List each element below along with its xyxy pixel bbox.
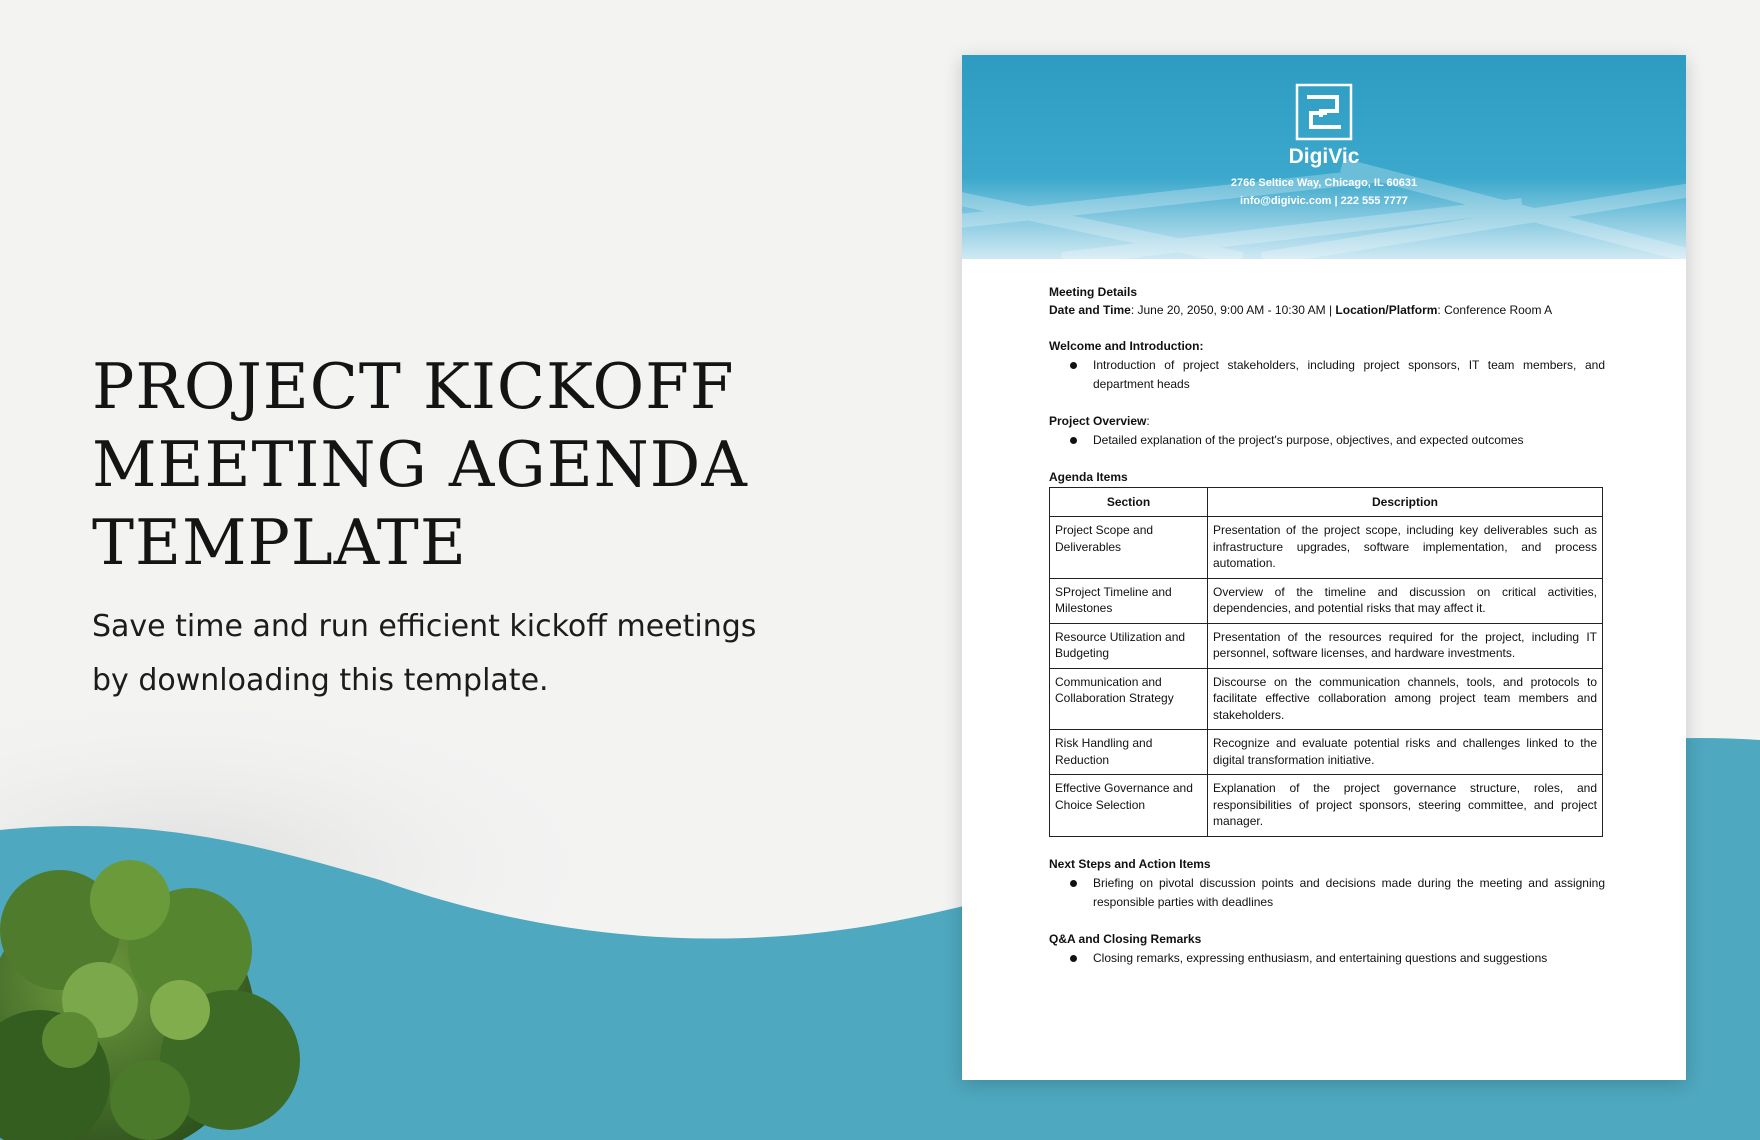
column-header-description: Description bbox=[1208, 488, 1603, 517]
overview-heading: Project Overview bbox=[1049, 414, 1147, 428]
description-cell: Explanation of the project governance structure, roles, and responsibilities of project sponsors, steering committee, and project manager. bbox=[1208, 775, 1603, 837]
hero-subtitle: Save time and run efficient kickoff meetings by downloading this template. bbox=[92, 609, 757, 698]
agenda-document bbox=[962, 55, 1686, 1080]
welcome-list bbox=[1049, 356, 1605, 394]
table-row bbox=[1050, 578, 1603, 623]
overview-list bbox=[1049, 431, 1605, 450]
table-row bbox=[1050, 668, 1603, 730]
agenda-heading: Agenda Items bbox=[1049, 470, 1128, 484]
table-row bbox=[1050, 775, 1603, 837]
next-steps-list bbox=[1049, 874, 1605, 912]
table-row bbox=[1050, 623, 1603, 668]
description-cell: Recognize and evaluate potential risks and challenges linked to the digital transformation initiative. bbox=[1208, 730, 1603, 775]
date-value: : June 20, 2050, 9:00 AM - 10:30 AM | bbox=[1130, 303, 1336, 317]
hero-title: PROJECT KICKOFF MEETING AGENDA TEMPLATE bbox=[92, 350, 748, 579]
location-label: Location/Platform bbox=[1335, 303, 1438, 317]
column-header-section: Section bbox=[1050, 488, 1208, 517]
list-item: Closing remarks, expressing enthusiasm, and entertaining questions and suggestions bbox=[1093, 949, 1605, 968]
meeting-details-heading: Meeting Details bbox=[1049, 285, 1138, 299]
meeting-details-line bbox=[1049, 301, 1605, 319]
description-cell: Discourse on the communication channels, tools, and protocols to facilitate effective collaboration among project team members and stakeholders. bbox=[1208, 668, 1603, 730]
table-header-row bbox=[1050, 488, 1603, 517]
section-cell: Resource Utilization and Budgeting bbox=[1050, 623, 1208, 668]
date-label: Date and Time bbox=[1049, 303, 1131, 317]
section-cell: SProject Timeline and Milestones bbox=[1050, 578, 1208, 623]
description-cell: Presentation of the project scope, including key deliverables such as infrastructure upgrades, software implementation, and process automation. bbox=[1208, 517, 1603, 579]
document-header bbox=[962, 55, 1686, 259]
location-value: : Conference Room A bbox=[1437, 303, 1553, 317]
section-cell: Effective Governance and Choice Selection bbox=[1050, 775, 1208, 837]
next-steps-heading: Next Steps and Action Items bbox=[1049, 856, 1211, 871]
description-cell: Presentation of the resources required for the project, including IT personnel, software licenses, and hardware investments. bbox=[1208, 623, 1603, 668]
closing-list bbox=[1049, 949, 1605, 968]
list-item: Introduction of project stakeholders, including project sponsors, IT team members, and department heads bbox=[1093, 356, 1605, 394]
list-item: Briefing on pivotal discussion points and decisions made during the meeting and assigning responsible parties with deadlines bbox=[1093, 874, 1605, 912]
closing-heading: Q&A and Closing Remarks bbox=[1049, 931, 1202, 946]
brand-contact: info@digivic.com | 222 555 7777 bbox=[1240, 195, 1408, 207]
section-cell: Risk Handling and Reduction bbox=[1050, 730, 1208, 775]
document-body bbox=[1049, 283, 1605, 968]
overview-heading-suffix: : bbox=[1146, 414, 1150, 428]
section-cell: Project Scope and Deliverables bbox=[1050, 517, 1208, 579]
welcome-heading: Welcome and Introduction: bbox=[1049, 339, 1204, 353]
list-item: Detailed explanation of the project's purpose, objectives, and expected outcomes bbox=[1093, 431, 1605, 450]
table-row bbox=[1050, 517, 1603, 579]
brand-address: 2766 Seltice Way, Chicago, IL 60631 bbox=[1230, 177, 1418, 189]
brand-name: DigiVic bbox=[1288, 145, 1360, 168]
description-cell: Overview of the timeline and discussion on critical activities, dependencies, and potential risks that may affect it. bbox=[1208, 578, 1603, 623]
section-cell: Communication and Collaboration Strategy bbox=[1050, 668, 1208, 730]
overview-heading-line bbox=[1049, 412, 1605, 430]
table-row bbox=[1050, 730, 1603, 775]
agenda-table bbox=[1049, 487, 1603, 837]
